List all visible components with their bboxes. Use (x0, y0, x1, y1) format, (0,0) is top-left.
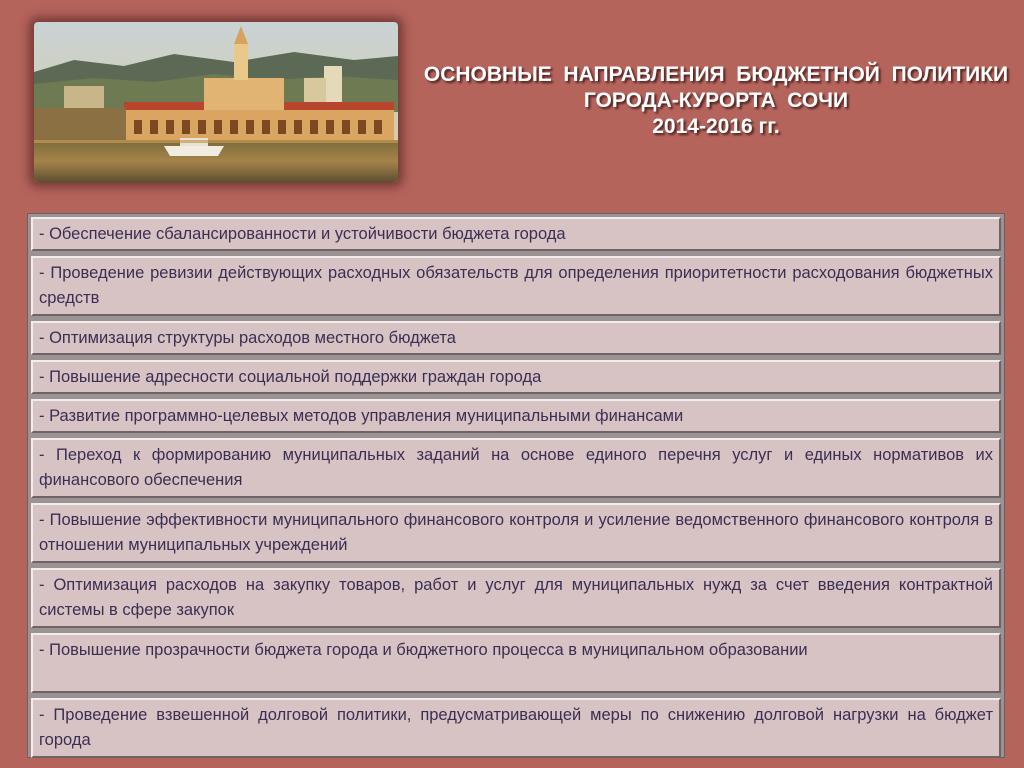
list-item (31, 256, 1001, 316)
page-title (408, 62, 1024, 140)
list-item-text: - Оптимизация расходов на закупку товаров, работ и услуг для муниципальных нужд за счет введения контрактной системы в сфере закупок (39, 576, 993, 619)
list-item-text: - Повышение эффективности муниципального финансового контроля и усиление ведомственного финансового контроля в отношении муниципальных учреждений (39, 511, 993, 554)
list-item (31, 568, 1001, 628)
title-line: 2014-2016 гг. (652, 115, 780, 138)
list-item (31, 698, 1001, 758)
list-item-text: - Оптимизация структуры расходов местного бюджета (39, 329, 456, 347)
list-item-text: - Повышение прозрачности бюджета города и бюджетного процесса в муниципальном образовании (39, 641, 808, 659)
list-item-text: - Проведение взвешенной долговой политики, предусматривающей меры по снижению долговой нагрузки на бюджет города (39, 706, 993, 749)
budget-directions-list (27, 213, 1005, 758)
sochi-seaport-photo (34, 22, 398, 182)
list-item (31, 503, 1001, 563)
list-item (31, 217, 1001, 251)
list-item-text: - Проведение ревизии действующих расходных обязательств для определения приоритетности расходования бюджетных средств (39, 264, 993, 307)
list-item (31, 360, 1001, 394)
list-item-text: - Развитие программно-целевых методов управления муниципальными финансами (39, 407, 684, 425)
photo-illustration (34, 22, 398, 182)
list-item-text: - Повышение адресности социальной поддержки граждан города (39, 368, 542, 386)
list-item (31, 438, 1001, 498)
list-item-text: - Переход к формированию муниципальных заданий на основе единого перечня услуг и единых нормативов их финансового обеспечения (39, 446, 993, 489)
list-item (31, 633, 1001, 693)
list-item (31, 321, 1001, 355)
title-line: ГОРОДА-КУРОРТА СОЧИ (583, 89, 849, 112)
list-item-text: - Обеспечение сбалансированности и устойчивости бюджета города (39, 225, 566, 243)
list-item (31, 399, 1001, 433)
title-line: ОСНОВНЫЕ НАПРАВЛЕНИЯ БЮДЖЕТНОЙ ПОЛИТИКИ (423, 63, 1009, 86)
